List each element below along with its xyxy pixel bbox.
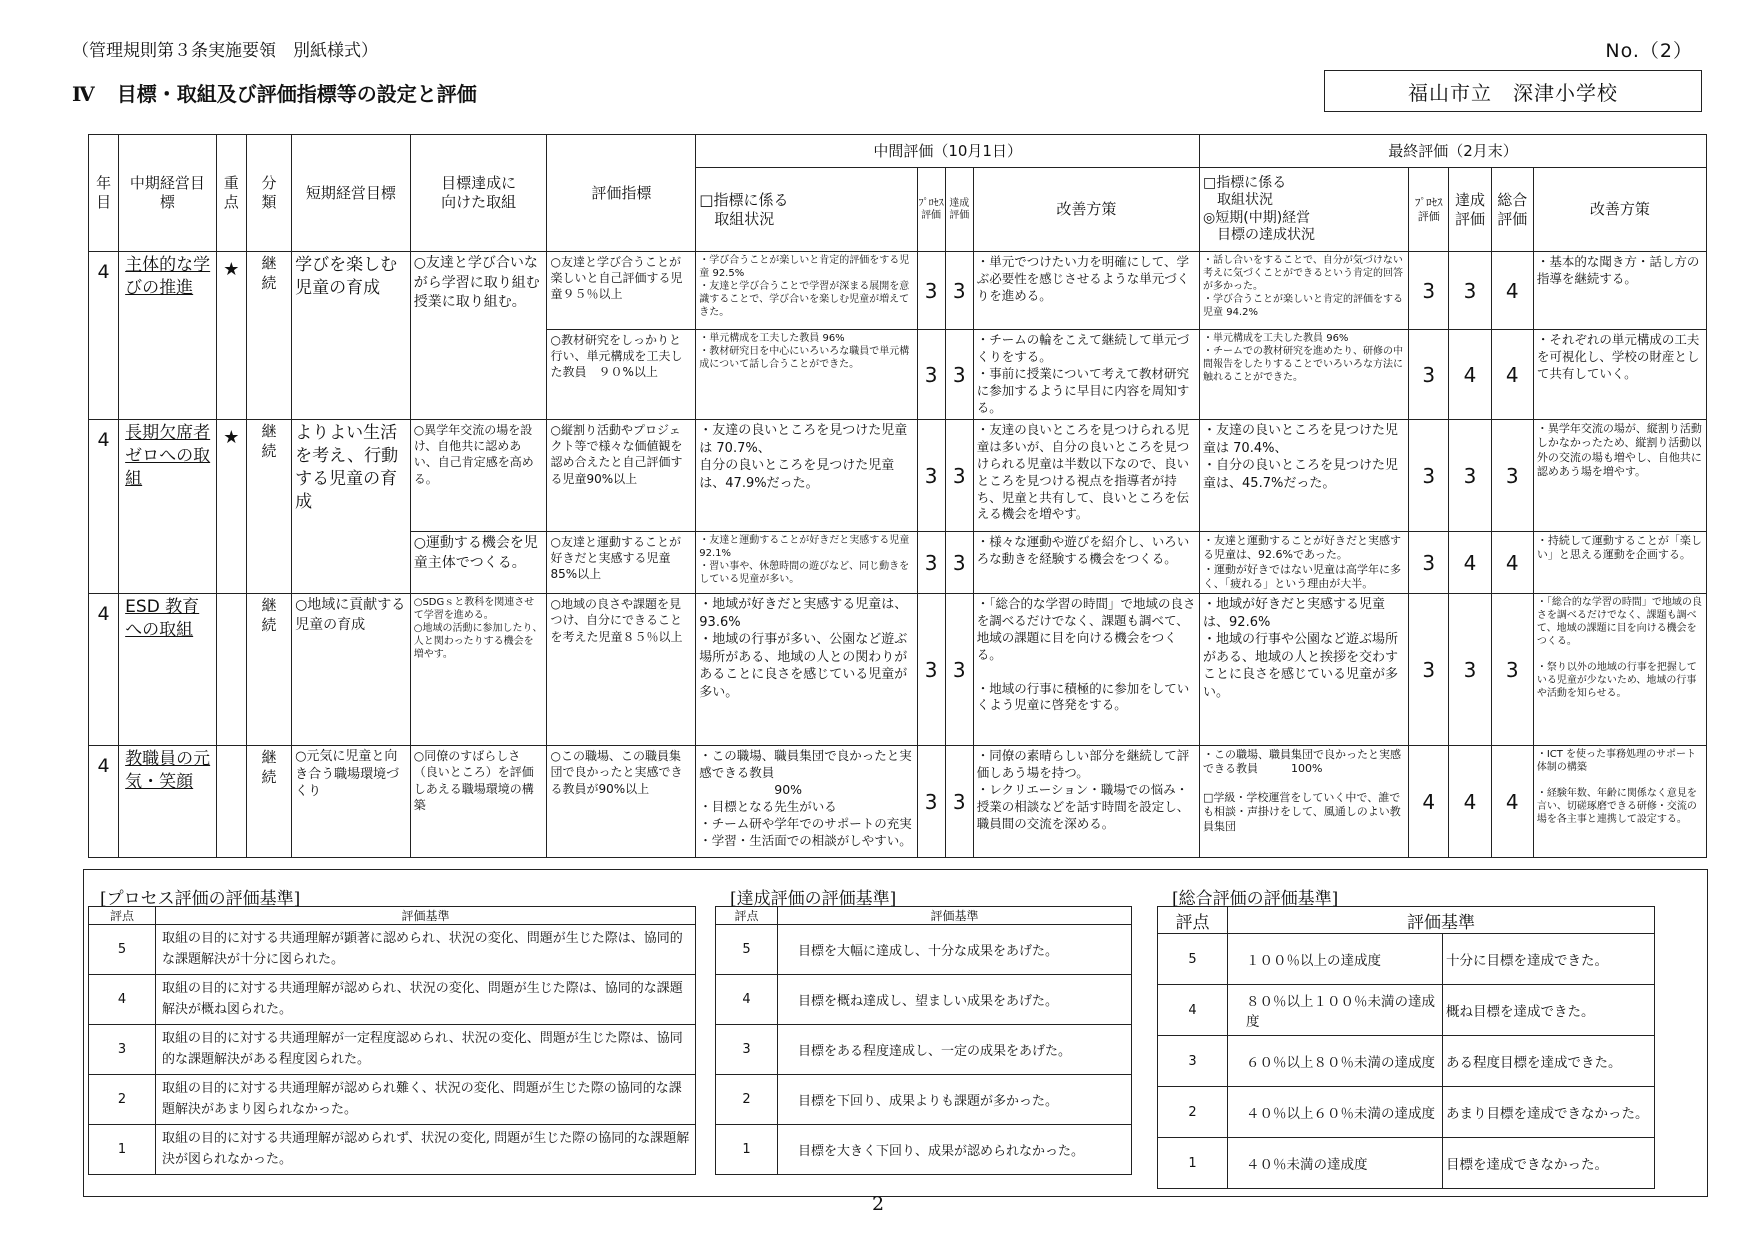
cell-action: ○SDGｓと教科を関連させて学習を進める。 ○地域の活動に参加したり、人と関わったりする機会を増やす。 (410, 594, 547, 746)
header-interim-status: □指標に係る 取組状況 (696, 168, 917, 252)
cell-process: 3 (917, 420, 945, 532)
cell-total: 4 (1491, 746, 1533, 858)
criteria-row (716, 925, 1132, 975)
cell-mid-goal (119, 252, 217, 420)
criteria-text: 目標を概ね達成し、望ましい成果をあげた。 (778, 975, 1132, 1025)
cell-focus: ★ (216, 420, 246, 594)
cell-interim-status: ・地域が好きだと実感する児童は、93.6% ・地域の行事が多い、公園など遊ぶ場所がある、地域の人との関わりがあることに良さを感じている児童が多い。 (696, 594, 917, 746)
criteria-point: 3 (716, 1025, 778, 1075)
criteria-row (89, 1025, 696, 1075)
cell-indicator: ○教材研究をしっかりと行い、単元構成を工夫した教員 ９０%以上 (547, 330, 696, 420)
cell-year: 4 (89, 746, 119, 858)
cell-mid-goal (119, 594, 217, 746)
criteria-row (89, 925, 696, 975)
cell-improve: ・単元でつけたい力を明確にして、学ぶ必要性を感じさせるような単元づくりを進める。 (973, 252, 1199, 330)
cell-improve: ・「総合的な学習の時間」で地域の良さを調べるだけでなく、課題も調べて、地域の課題に目を向ける機会をつくる。 ・地域の行事に積極的に参加をしていくよう児童に啓発をする。 (973, 594, 1199, 746)
criteria-point: 3 (1158, 1036, 1228, 1087)
criteria-text: 目標を下回り、成果よりも課題が多かった。 (778, 1075, 1132, 1125)
cell-achieve-final: 4 (1449, 746, 1491, 858)
criteria-point: 1 (716, 1125, 778, 1175)
achieve-criteria-caption: [達成評価の評価基準] (730, 889, 897, 909)
cell-action: ○同僚のすばらしさ（良いところ）を評価しあえる職場環境の構築 (410, 746, 547, 858)
cell-total: 4 (1491, 330, 1533, 420)
header-indicator: 評価指標 (547, 135, 696, 252)
table-row (89, 746, 1707, 858)
cell-process-final: 3 (1409, 330, 1449, 420)
criteria-point: 4 (89, 975, 156, 1025)
cell-focus: ★ (216, 252, 246, 420)
criteria-rate: ６０％以上８０％未満の達成度 (1228, 1036, 1443, 1087)
cell-year: 4 (89, 420, 119, 594)
header-short-goal: 短期経営目標 (292, 135, 411, 252)
page-title (72, 78, 477, 107)
cell-improve-final: ・基本的な聞き方・話し方の指導を継続する。 (1533, 252, 1706, 330)
cell-improve-final: ・それぞれの単元構成の工夫を可視化し、学校の財産として共有していく。 (1533, 330, 1706, 420)
criteria-point: 1 (1158, 1138, 1228, 1189)
cell-final-status: ・地域が好きだと実感する児童は、92.6% ・地域の行事や公園など遊ぶ場所がある、地域の人と挨拶を交わすことに良さを感じている児童が多い。 (1200, 594, 1409, 746)
header-process: ﾌﾟﾛｾｽ 評価 (917, 168, 945, 252)
table-row (89, 252, 1707, 330)
criteria-point: 4 (1158, 985, 1228, 1036)
achieve-criteria-table (715, 906, 1132, 1175)
criteria-rate: ８０％以上１００％未満の達成度 (1228, 985, 1443, 1036)
criteria-text: 十分に目標を達成できた。 (1443, 934, 1655, 985)
cell-total: 3 (1491, 594, 1533, 746)
process-col-point: 評点 (89, 907, 156, 925)
header-improve-final: 改善方策 (1533, 168, 1706, 252)
total-criteria-table (1157, 906, 1655, 1189)
cell-interim-status: ・友達の良いところを見つけた児童は 70.7%、 自分の良いところを見つけた児童は、47.9%だった。 (696, 420, 917, 532)
cell-final-status: ・この職場、職員集団で良かったと実感できる教員 100% □学級・学校運営をしていく中で、誰でも相談・声掛けをして、風通しのよい教員集団 (1200, 746, 1409, 858)
cell-interim-status: ・この職場、職員集団で良かったと実感できる教員 90% ・目標となる先生がいる ・チーム研や学年でのサポートの充実 ・学習・生活面での相談がしやすい。 (696, 746, 917, 858)
header-achieve: 達成 評価 (945, 168, 973, 252)
header-category: 分 類 (246, 135, 291, 252)
criteria-text: 目標を達成できなかった。 (1443, 1138, 1655, 1189)
title-text: 目標・取組及び評価指標等の設定と評価 (116, 82, 477, 106)
school-name: 福山市立 深津小学校 (1408, 80, 1618, 105)
cell-achieve: 3 (945, 330, 973, 420)
criteria-text: 目標を大幅に達成し、十分な成果をあげた。 (778, 925, 1132, 975)
cell-process-final: 3 (1409, 252, 1449, 330)
header-focus: 重 点 (216, 135, 246, 252)
process-criteria-caption: [プロセス評価の評価基準] (100, 889, 301, 909)
achieve-col-criteria: 評価基準 (778, 907, 1132, 925)
cell-improve-final: ・異学年交流の場が、縦割り活動しかなかったため、縦割り活動以外の交流の場も増やし、自他共に認めあう場を増やす。 (1533, 420, 1706, 532)
cell-process: 3 (917, 594, 945, 746)
criteria-row (89, 975, 696, 1025)
criteria-text: あまり目標を達成できなかった。 (1443, 1087, 1655, 1138)
criteria-point: 3 (89, 1025, 156, 1075)
criteria-text: 目標をある程度達成し、一定の成果をあげた。 (778, 1025, 1132, 1075)
cell-indicator: ○友達と運動することが好きだと実感する児童85%以上 (547, 532, 696, 594)
criteria-row (1158, 985, 1655, 1036)
criteria-rate: ４０％未満の達成度 (1228, 1138, 1443, 1189)
school-name-box (1324, 70, 1702, 112)
header-process-final: ﾌﾟﾛｾｽ 評価 (1409, 168, 1449, 252)
criteria-text: 取組の目的に対する共通理解が認められ、状況の変化、問題が生じた際は、協同的な課題解決が概ね図られた。 (156, 975, 696, 1025)
criteria-row (89, 1075, 696, 1125)
cell-process-final: 4 (1409, 746, 1449, 858)
evaluation-table (88, 134, 1707, 858)
achieve-col-point: 評点 (716, 907, 778, 925)
total-criteria-caption: [総合評価の評価基準] (1172, 889, 1339, 909)
total-col-point: 評点 (1158, 907, 1228, 934)
cell-improve-final: ・ICT を使った事務処理のサポート体制の構築 ・経験年数、年齢に関係なく意見を言い、切磋琢磨できる研修・交流の場を各主事と連携して設定する。 (1533, 746, 1706, 858)
header-mid-goal: 中期経営目 標 (119, 135, 217, 252)
section-number: Ⅳ (72, 82, 95, 106)
cell-total: 3 (1491, 420, 1533, 532)
cell-achieve-final: 3 (1449, 594, 1491, 746)
cell-achieve-final: 4 (1449, 532, 1491, 594)
criteria-point: 2 (1158, 1087, 1228, 1138)
process-criteria-table (88, 906, 696, 1175)
criteria-row (1158, 1087, 1655, 1138)
cell-focus (216, 594, 246, 746)
cell-process: 3 (917, 330, 945, 420)
cell-mid-goal (119, 746, 217, 858)
criteria-text: 概ね目標を達成できた。 (1443, 985, 1655, 1036)
mid-goal-text: 長期欠席者ゼロへの取組 (125, 423, 211, 489)
cell-category: 継 続 (246, 420, 291, 594)
mid-goal-text: 教職員の元気・笑顔 (125, 749, 211, 793)
cell-achieve-final: 4 (1449, 330, 1491, 420)
cell-category: 継 続 (246, 252, 291, 420)
header-achieve-final: 達成 評価 (1449, 168, 1491, 252)
cell-achieve-final: 3 (1449, 420, 1491, 532)
header-final: 最終評価（2月末） (1200, 135, 1707, 168)
cell-interim-status: ・単元構成を工夫した教員 96% ・教材研究日を中心にいろいろな職員で単元構成について話し合うことができた。 (696, 330, 917, 420)
criteria-point: 5 (1158, 934, 1228, 985)
cell-action: ○異学年交流の場を設け、自他共に認めあい、自己肯定感を高める。 (410, 420, 547, 532)
cell-achieve: 3 (945, 252, 973, 330)
cell-short-goal: 学びを楽しむ児童の育成 (292, 252, 411, 420)
cell-achieve: 3 (945, 594, 973, 746)
cell-indicator: ○この職場、この職員集団で良かったと実感できる教員が90%以上 (547, 746, 696, 858)
mid-goal-text: ESD 教育への取組 (125, 597, 200, 641)
mid-goal-text: 主体的な学びの推進 (125, 255, 211, 298)
cell-process-final: 3 (1409, 594, 1449, 746)
criteria-row (716, 1075, 1132, 1125)
criteria-text: ある程度目標を達成できた。 (1443, 1036, 1655, 1087)
criteria-text: 取組の目的に対する共通理解が一定程度認められ、状況の変化、問題が生じた際は、協同的な課題解決がある程度図られた。 (156, 1025, 696, 1075)
cell-process-final: 3 (1409, 532, 1449, 594)
cell-improve-final: ・「総合的な学習の時間」で地域の良さを調べるだけでなく、課題も調べて、地域の課題に目を向ける機会をつくる。 ・祭り以外の地域の行事を把握している児童が少ないため、地域の行事や活動を知らせる。 (1533, 594, 1706, 746)
cell-category: 継 続 (246, 594, 291, 746)
cell-achieve: 3 (945, 532, 973, 594)
cell-indicator: ○友達と学び合うことが楽しいと自己評価する児童９５％以上 (547, 252, 696, 330)
cell-final-status: ・話し合いをすることで、自分が気づけない考えに気づくことができるという肯定的回答が多かった。 ・学び合うことが楽しいと肯定的評価をする児童 94.2% (1200, 252, 1409, 330)
criteria-row (716, 975, 1132, 1025)
cell-mid-goal (119, 420, 217, 594)
criteria-point: 5 (716, 925, 778, 975)
criteria-text: 目標を大きく下回り、成果が認められなかった。 (778, 1125, 1132, 1175)
table-row (89, 594, 1707, 746)
cell-achieve: 3 (945, 746, 973, 858)
cell-final-status: ・友達と運動することが好きだと実感する児童は、92.6%であった。 ・運動が好きではない児童は高学年に多く、「疲れる」という理由が大半。 (1200, 532, 1409, 594)
cell-process: 3 (917, 746, 945, 858)
cell-interim-status: ・学び合うことが楽しいと肯定的評価をする児童 92.5% ・友達と学び合うことで学習が深まる展開を意識することで、学び合いを楽しむ児童が増えてきた。 (696, 252, 917, 330)
criteria-text: 取組の目的に対する共通理解が顕著に認められ、状況の変化、問題が生じた際は、協同的な課題解決が十分に図られた。 (156, 925, 696, 975)
cell-year: 4 (89, 252, 119, 420)
cell-short-goal: ○地域に貢献する児童の育成 (292, 594, 411, 746)
cell-process: 3 (917, 532, 945, 594)
criteria-text: 取組の目的に対する共通理解が認められ難く、状況の変化、問題が生じた際の協同的な課題解決があまり図られなかった。 (156, 1075, 696, 1125)
cell-improve: ・様々な運動や遊びを紹介し、いろいろな動きを経験する機会をつくる。 (973, 532, 1199, 594)
cell-achieve: 3 (945, 420, 973, 532)
cell-improve: ・友達の良いところを見つけられる児童は多いが、自分の良いところを見つけられる児童は半数以下なので、良いところを見つける視点を指導者が持ち、児童と共有して、良いところを伝える機会を増やす。 (973, 420, 1199, 532)
criteria-point: 2 (716, 1075, 778, 1125)
header-final-status: □指標に係る 取組状況 ◎短期(中期)経営 目標の達成状況 (1200, 168, 1409, 252)
cell-total: 4 (1491, 532, 1533, 594)
cell-year: 4 (89, 594, 119, 746)
criteria-row (716, 1025, 1132, 1075)
header-total: 総合 評価 (1491, 168, 1533, 252)
table-row (89, 420, 1707, 532)
header-improve: 改善方策 (973, 168, 1199, 252)
criteria-row (1158, 1138, 1655, 1189)
cell-short-goal: ○元気に児童と向き合う職場環境づくり (292, 746, 411, 858)
header-action: 目標達成に 向けた取組 (410, 135, 547, 252)
cell-final-status: ・単元構成を工夫した教員 96% ・チームでの教材研究を進めたり、研修の中間報告をしたりすることでいろいろな方法に触れることができた。 (1200, 330, 1409, 420)
criteria-point: 2 (89, 1075, 156, 1125)
criteria-text: 取組の目的に対する共通理解が認められず、状況の変化, 問題が生じた際の協同的な課題解決が図られなかった。 (156, 1125, 696, 1175)
cell-indicator: ○縦割り活動やプロジェクト等で様々な価値観を認め合えたと自己評価する児童90%以上 (547, 420, 696, 532)
criteria-row (716, 1125, 1132, 1175)
page-number-label: No.（2） (1605, 40, 1693, 62)
header-year: 年 目 (89, 135, 119, 252)
cell-achieve-final: 3 (1449, 252, 1491, 330)
cell-process-final: 3 (1409, 420, 1449, 532)
process-col-criteria: 評価基準 (156, 907, 696, 925)
total-col-criteria: 評価基準 (1228, 907, 1655, 934)
cell-improve-final: ・持続して運動することが「楽しい」と思える運動を企画する。 (1533, 532, 1706, 594)
cell-final-status: ・友達の良いところを見つけた児童は 70.4%、 ・自分の良いところを見つけた児童は、45.7%だった。 (1200, 420, 1409, 532)
cell-short-goal: よりよい生活を考え、行動する児童の育成 (292, 420, 411, 594)
cell-indicator: ○地域の良さや課題を見つけ、自分にできることを考えた児童８５％以上 (547, 594, 696, 746)
criteria-row (89, 1125, 696, 1175)
cell-focus (216, 746, 246, 858)
criteria-rate: １００％以上の達成度 (1228, 934, 1443, 985)
criteria-point: 1 (89, 1125, 156, 1175)
cell-improve: ・同僚の素晴らしい部分を継続して評価しあう場を持つ。 ・レクリエーション・職場での悩み・授業の相談などを話す時間を設定し、職員間の交流を深める。 (973, 746, 1199, 858)
cell-total: 4 (1491, 252, 1533, 330)
criteria-row (1158, 1036, 1655, 1087)
criteria-rate: ４０％以上６０％未満の達成度 (1228, 1087, 1443, 1138)
header-interim: 中間評価（10月1日） (696, 135, 1200, 168)
cell-action: ○運動する機会を児童主体でつくる。 (410, 532, 547, 594)
criteria-point: 4 (716, 975, 778, 1025)
document-reference: （管理規則第３条実施要領 別紙様式） (72, 41, 378, 61)
criteria-row (1158, 934, 1655, 985)
cell-improve: ・チームの輪をこえて継続して単元づくりをする。 ・事前に授業について考えて教材研究に参加するように早目に内容を周知する。 (973, 330, 1199, 420)
cell-process: 3 (917, 252, 945, 330)
criteria-point: 5 (89, 925, 156, 975)
cell-interim-status: ・友達と運動することが好きだと実感する児童 92.1% ・習い事や、休憩時間の遊びなど、同じ動きをしている児童が多い。 (696, 532, 917, 594)
cell-category: 継 続 (246, 746, 291, 858)
cell-action: ○友達と学び合いながら学習に取り組む授業に取り組む。 (410, 252, 547, 420)
page-number: 2 (872, 1193, 885, 1215)
